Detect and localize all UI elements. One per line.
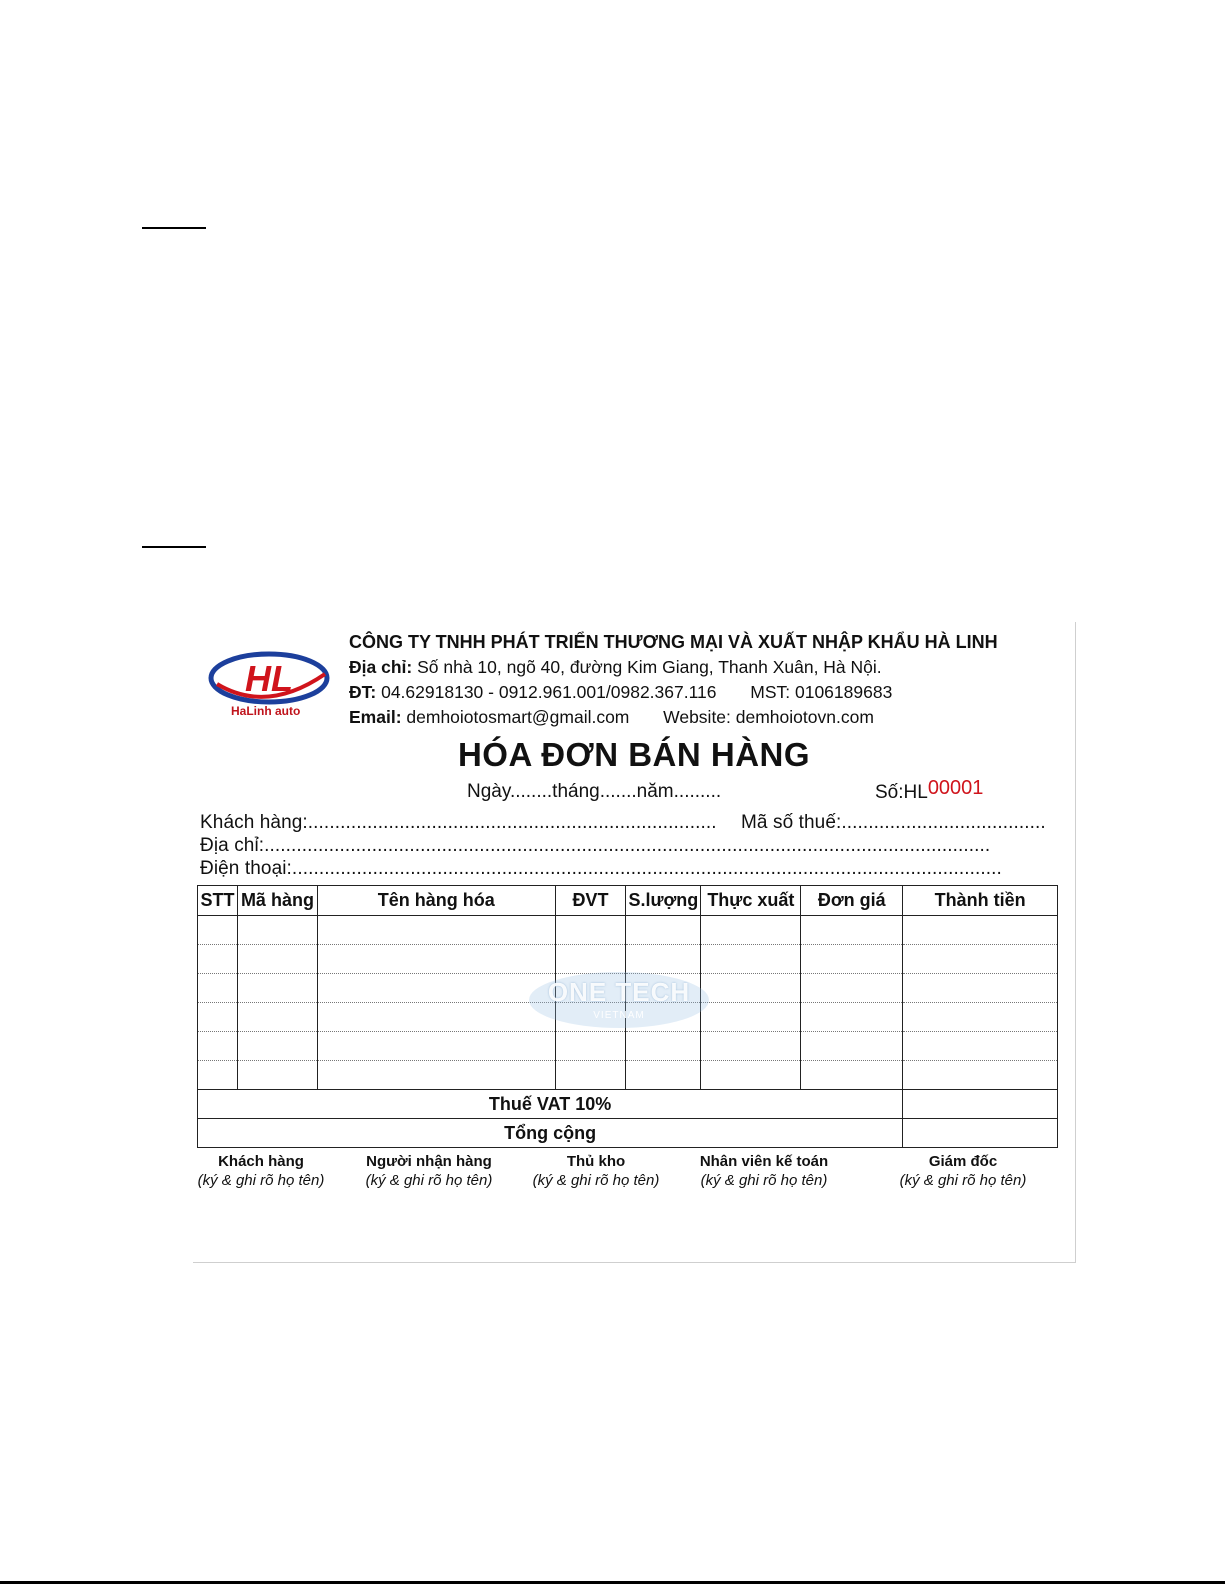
signature-role: Thủ kho [566,1153,626,1170]
phone-label: ĐT: [349,682,377,702]
signature-note: (ký & ghi rõ họ tên) [532,1172,660,1189]
watermark-sub: VIETNAM [593,1010,645,1021]
signature-note: (ký & ghi rõ họ tên) [700,1172,828,1189]
company-phone-line [349,680,1069,705]
table-header-row [198,886,1058,916]
vat-label: Thuế VAT 10% [198,1090,903,1119]
email-label: Email: [349,707,402,727]
top-rule-2 [142,546,206,548]
total-row [198,1119,1058,1148]
col-header-unit: ĐVT [555,886,626,916]
invoice-date-line: Ngày........tháng.......năm......... [467,781,722,802]
total-value [903,1119,1058,1148]
signature-customer [193,1152,329,1190]
signature-director [893,1152,1033,1190]
company-address-line [349,655,1069,680]
address-field: Địa chỉ:....................................................................................................................................... [200,835,991,856]
signature-role: Người nhận hàng [366,1153,492,1170]
table-row [198,1032,1058,1061]
company-phone: 04.62918130 - 0912.961.001/0982.367.116 [381,682,717,702]
signature-note: (ký & ghi rõ họ tên) [899,1172,1027,1189]
vat-value [903,1090,1058,1119]
signature-accountant [696,1152,832,1190]
watermark [529,972,709,1028]
invoice-number-label: Số:HL [875,782,928,803]
signature-receiver [361,1152,497,1190]
total-label: Tổng cộng [198,1119,903,1148]
signature-storekeeper [528,1152,664,1190]
company-email: demhoiotosmart@gmail.com [406,707,630,727]
invoice-sheet [193,622,1076,1263]
invoice-title: HÓA ĐƠN BÁN HÀNG [457,736,811,773]
customer-field: Khách hàng:............................................................................ [200,812,717,833]
col-header-code: Mã hàng [237,886,317,916]
col-header-price: Đơn giá [801,886,903,916]
col-header-quantity: S.lượng [626,886,701,916]
table-row [198,916,1058,945]
invoice-number [875,777,984,804]
col-header-actual: Thực xuất [701,886,801,916]
col-header-name: Tên hàng hóa [317,886,555,916]
watermark-main: ONE TECH [547,977,691,1007]
svg-text:HL: HL [245,658,293,699]
company-name: CÔNG TY TNHH PHÁT TRIỂN THƯƠNG MẠI VÀ XUẤT NHẬP KHẨU HÀ LINH [349,632,998,652]
table-row [198,945,1058,974]
signature-role: Nhân viên kế toán [699,1153,829,1170]
invoice-number-value: 00001 [927,777,984,799]
signature-role: Giám đốc [928,1153,998,1170]
col-header-amount: Thành tiền [903,886,1058,916]
logo-caption: HaLinh auto [231,704,301,718]
company-tax: MST: 0106189683 [750,682,893,702]
top-rule-1 [142,227,206,229]
col-header-stt: STT [198,886,238,916]
tax-code-field: Mã số thuế:...................................... [741,812,1046,833]
bottom-rule [0,1581,1225,1584]
company-email-line [349,705,1069,730]
company-address: Số nhà 10, ngõ 40, đường Kim Giang, Thanh Xuân, Hà Nội. [417,657,882,677]
signature-note: (ký & ghi rõ họ tên) [197,1172,325,1189]
vat-row [198,1090,1058,1119]
phone-field: Điện thoại:.................................................................................................................................... [200,858,1002,879]
address-label: Địa chỉ: [349,657,413,677]
company-website: Website: demhoiotovn.com [663,707,874,727]
company-header [349,630,1069,730]
signature-role: Khách hàng [218,1153,304,1170]
table-row [198,1061,1058,1090]
signature-note: (ký & ghi rõ họ tên) [365,1172,493,1189]
